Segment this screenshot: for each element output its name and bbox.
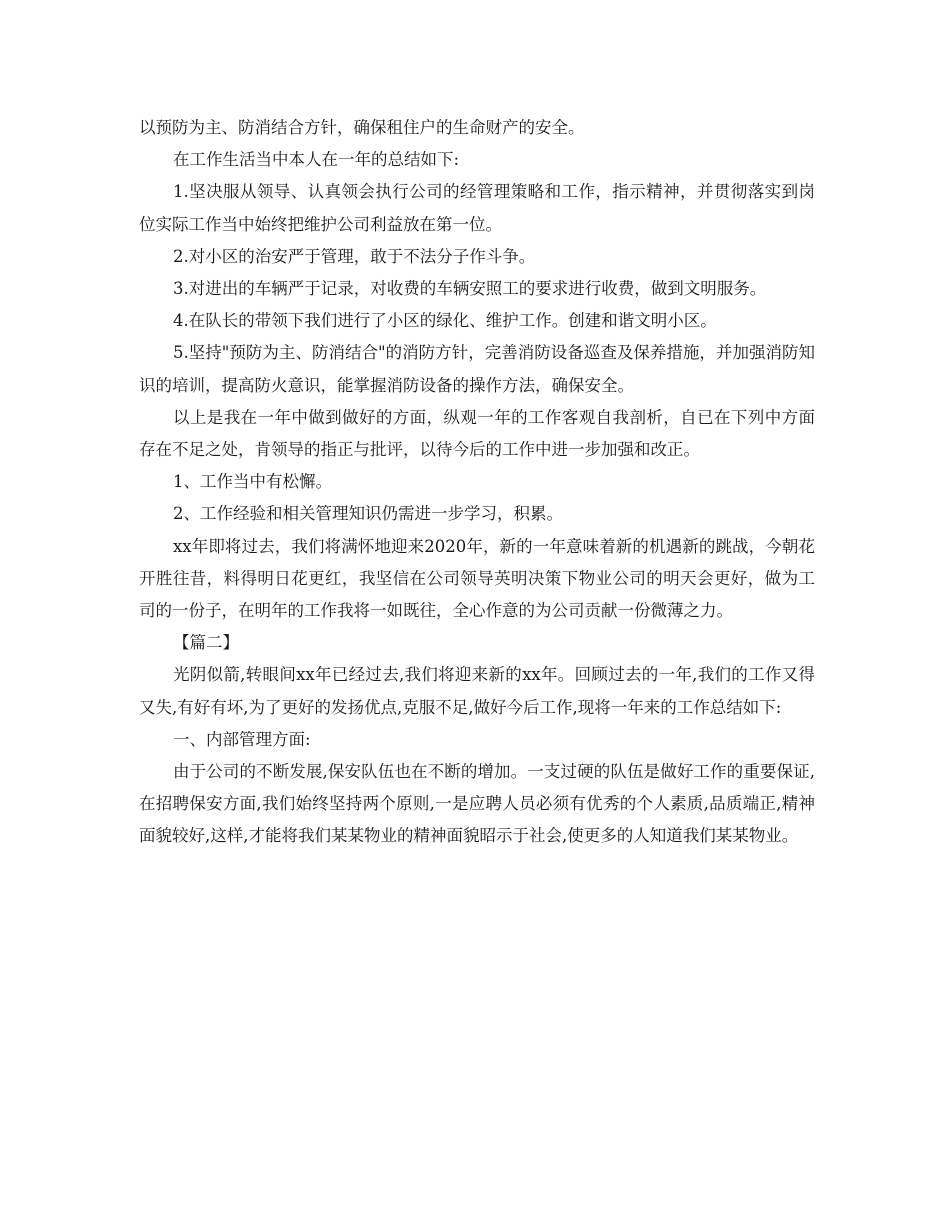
section-heading: 【篇二】 xyxy=(173,633,239,653)
paragraph: 5.坚持"预防为主、防消结合"的消防方针，完善消防设备巡查及保养措施，并加强消防知识的培训，提高防火意识，能掌握消防设备的操作方法，确保安全。 xyxy=(139,343,815,395)
paragraph: 3.对进出的车辆严于记录，对收费的车辆安照工的要求进行收费，做到文明服务。 xyxy=(173,279,767,299)
paragraph: 2.对小区的治安严于管理，敢于不法分子作斗争。 xyxy=(173,246,536,266)
paragraph: 4.在队长的带领下我们进行了小区的绿化、维护工作。创建和谐文明小区。 xyxy=(173,311,717,331)
paragraph: 光阴似箭,转眼间xx年已经过去,我们将迎来新的xx年。回顾过去的一年,我们的工作又得又失,有好有坏,为了更好的发扬优点,克服不足,做好今后工作,现将一年来的工作总结如下: xyxy=(139,665,815,717)
paragraph: 1.坚决服从领导、认真领会执行公司的经管理策略和工作，指示精神，并贯彻落实到岗位实际工作当中始终把维护公司利益放在第一位。 xyxy=(139,182,815,234)
paragraph: xx年即将过去，我们将满怀地迎来2020年，新的一年意味着新的机遇新的跳战，今朝花开胜往昔，料得明日花更红，我坚信在公司领导英明决策下物业公司的明天会更好，做为工司的一份子，在明年的工作我将一如既往，全心作意的为公司贡献一份微薄之力。 xyxy=(139,536,815,621)
paragraph: 在工作生活当中本人在一年的总结如下: xyxy=(173,150,460,170)
paragraph: 2、工作经验和相关管理知识仍需进一步学习，积累。 xyxy=(173,504,563,524)
paragraph: 1、工作当中有松懈。 xyxy=(173,472,332,492)
paragraph: 由于公司的不断发展,保安队伍也在不断的增加。一支过硬的队伍是做好工作的重要保证,在招聘保安方面,我们始终坚持两个原则,一是应聘人员必须有优秀的个人素质,品质端正,精神面貌较好,这样,才能将我们某某物业的精神面貌昭示于社会,使更多的人知道我们某某物业。 xyxy=(139,762,815,846)
paragraph: 以预防为主、防消结合方针，确保租住户的生命财产的安全。 xyxy=(139,118,585,137)
document-page xyxy=(139,112,815,853)
paragraph: 以上是我在一年中做到做好的方面，纵观一年的工作客观自我剖析，自已在下列中方面存在不足之处，肯领导的指正与批评，以待今后的工作中进一步加强和改正。 xyxy=(139,407,815,460)
subheading: 一、内部管理方面: xyxy=(173,729,311,749)
